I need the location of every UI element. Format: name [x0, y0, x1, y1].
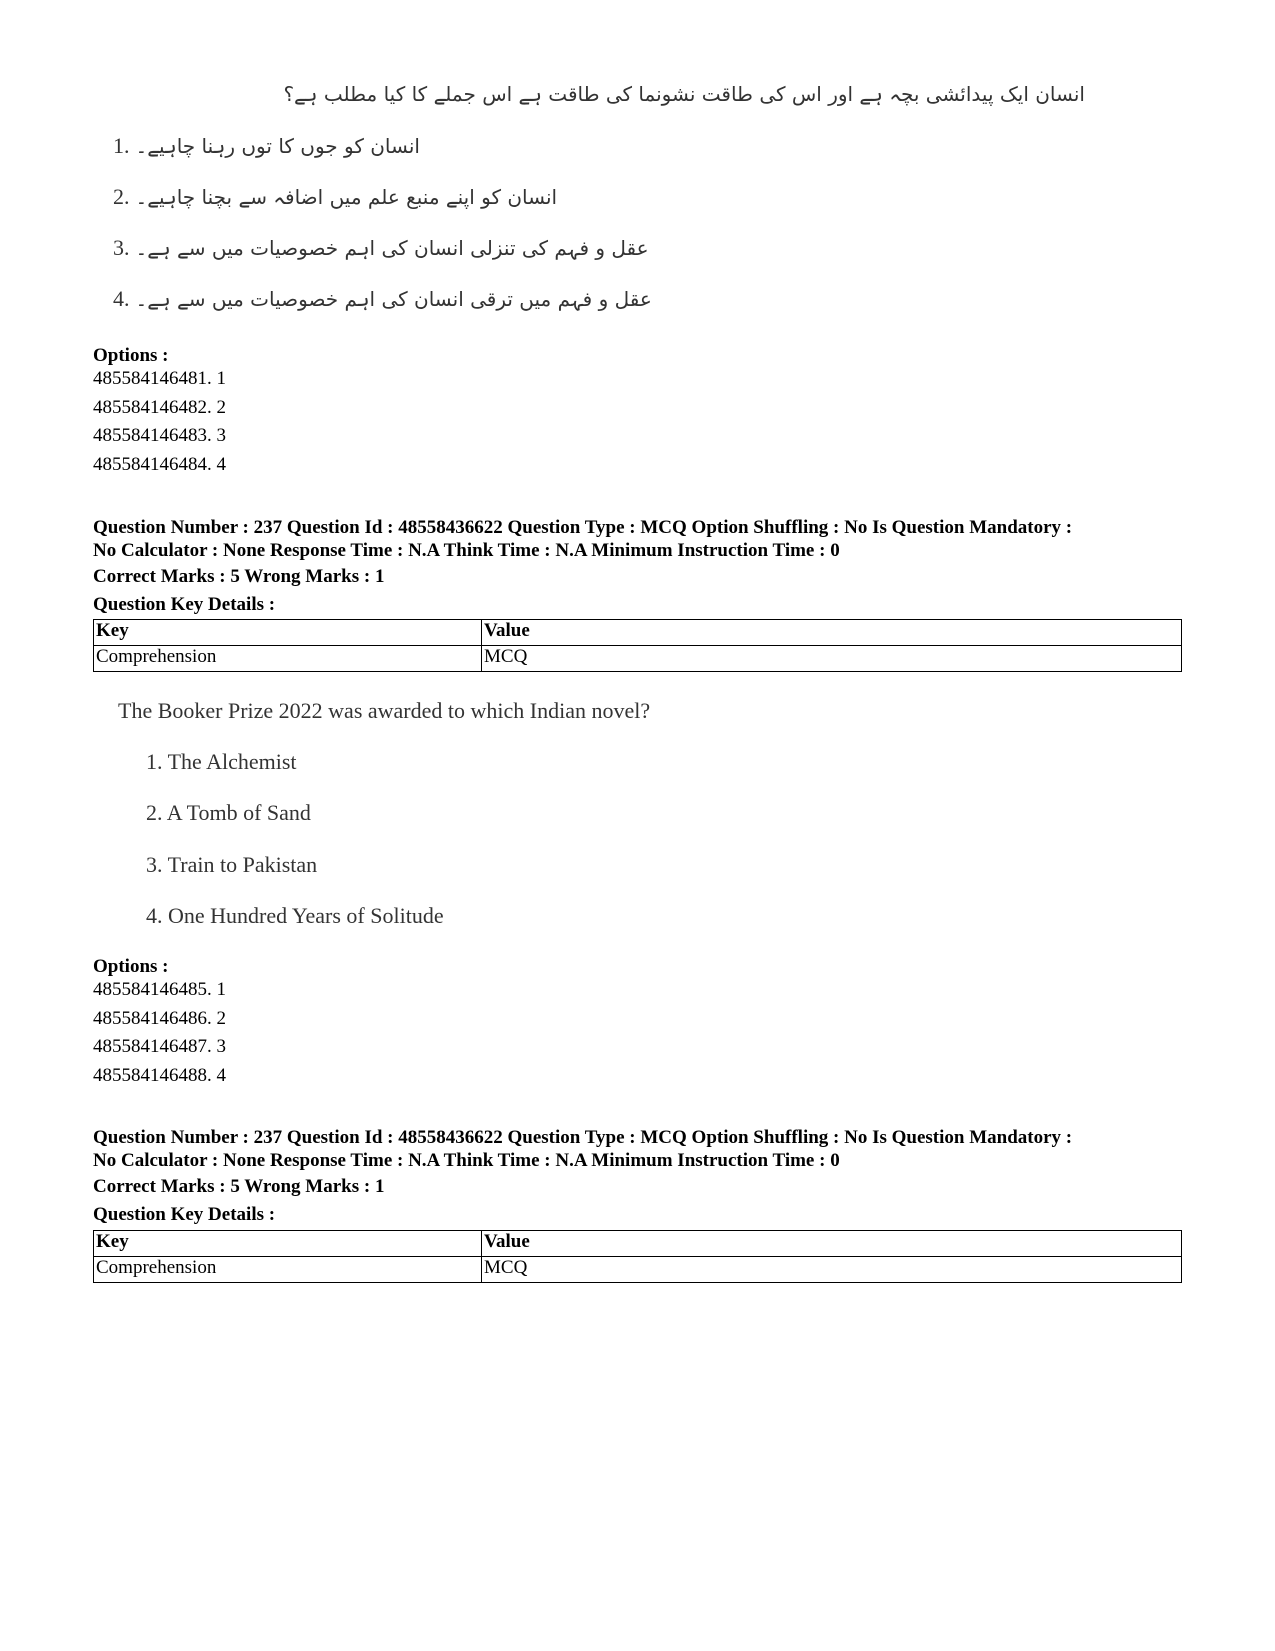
- question-meta-line: No Calculator : None Response Time : N.A Think Time : N.A Minimum Instruction Time : 0: [93, 540, 840, 561]
- table-header-key: Key: [94, 620, 482, 646]
- question-meta: [93, 516, 1183, 562]
- table-cell-key: Comprehension: [94, 1257, 482, 1283]
- urdu-option: [113, 286, 652, 312]
- urdu-option-text: عقل و فہم میں ترقی انسان کی اہم خصوصیات میں سے ہے۔: [135, 287, 652, 311]
- urdu-option-number: 4.: [113, 286, 130, 311]
- options-label: Options :: [93, 345, 169, 366]
- option-id: 485584146482. 2: [93, 396, 226, 418]
- table-header-row: [94, 620, 1182, 646]
- option-id: 485584146487. 3: [93, 1036, 226, 1057]
- urdu-option: [113, 184, 557, 210]
- question-meta-line: Question Number : 237 Question Id : 48558436622 Question Type : MCQ Option Shuffling : No Is Question Mandatory :: [93, 1127, 1073, 1148]
- marks-line: Correct Marks : 5 Wrong Marks : 1: [93, 1176, 385, 1197]
- option-id: 485584146485. 1: [93, 979, 226, 1000]
- urdu-option-number: 3.: [113, 235, 130, 260]
- urdu-question: انسان ایک پیدائشی بچہ ہے اور اس کی طاقت نشونما کی طاقت ہے اس جملے کا کیا مطلب ہے؟: [283, 82, 1085, 106]
- marks-line: Correct Marks : 5 Wrong Marks : 1: [93, 566, 385, 587]
- options-list: [93, 365, 226, 479]
- table-cell-value: MCQ: [482, 1257, 1182, 1283]
- option-id: 485584146481. 1: [93, 368, 226, 389]
- question-meta-line: No Calculator : None Response Time : N.A Think Time : N.A Minimum Instruction Time : 0: [93, 1150, 840, 1171]
- table-cell-value: MCQ: [482, 646, 1182, 672]
- urdu-option-number: 2.: [113, 184, 130, 209]
- urdu-option: [113, 235, 649, 261]
- urdu-option-text: انسان کو جوں کا توں رہنا چاہیے۔: [135, 134, 420, 158]
- option-id: 485584146488. 4: [93, 1064, 226, 1086]
- question-text: The Booker Prize 2022 was awarded to which Indian novel?: [118, 698, 651, 723]
- question-option: 2. A Tomb of Sand: [146, 800, 311, 825]
- urdu-option-text: عقل و فہم کی تنزلی انسان کی اہم خصوصیات میں سے ہے۔: [135, 236, 649, 260]
- table-row: [94, 1257, 1182, 1283]
- option-id: 485584146484. 4: [93, 453, 226, 475]
- option-id: 485584146486. 2: [93, 1007, 226, 1029]
- table-header-value: Value: [482, 620, 1182, 646]
- urdu-option-text: انسان کو اپنے منبع علم میں اضافہ سے بچنا چاہیے۔: [135, 185, 558, 209]
- option-id: 485584146483. 3: [93, 425, 226, 446]
- question-option: 3. Train to Pakistan: [146, 852, 318, 877]
- urdu-option-number: 1.: [113, 133, 130, 158]
- key-details-label: Question Key Details :: [93, 1204, 276, 1225]
- key-details-label: Question Key Details :: [93, 594, 276, 615]
- key-details-table: [93, 1230, 1182, 1283]
- table-header-key: Key: [94, 1231, 482, 1257]
- question-option: 1. The Alchemist: [146, 749, 297, 774]
- question-meta-line: Question Number : 237 Question Id : 48558436622 Question Type : MCQ Option Shuffling : No Is Question Mandatory :: [93, 517, 1073, 538]
- key-details-table: [93, 619, 1182, 672]
- table-row: [94, 646, 1182, 672]
- urdu-option: [113, 133, 420, 159]
- question-meta: [93, 1126, 1183, 1172]
- options-label: Options :: [93, 956, 169, 977]
- table-header-value: Value: [482, 1231, 1182, 1257]
- table-header-row: [94, 1231, 1182, 1257]
- options-list: [93, 976, 226, 1090]
- table-cell-key: Comprehension: [94, 646, 482, 672]
- question-option: 4. One Hundred Years of Solitude: [146, 903, 444, 928]
